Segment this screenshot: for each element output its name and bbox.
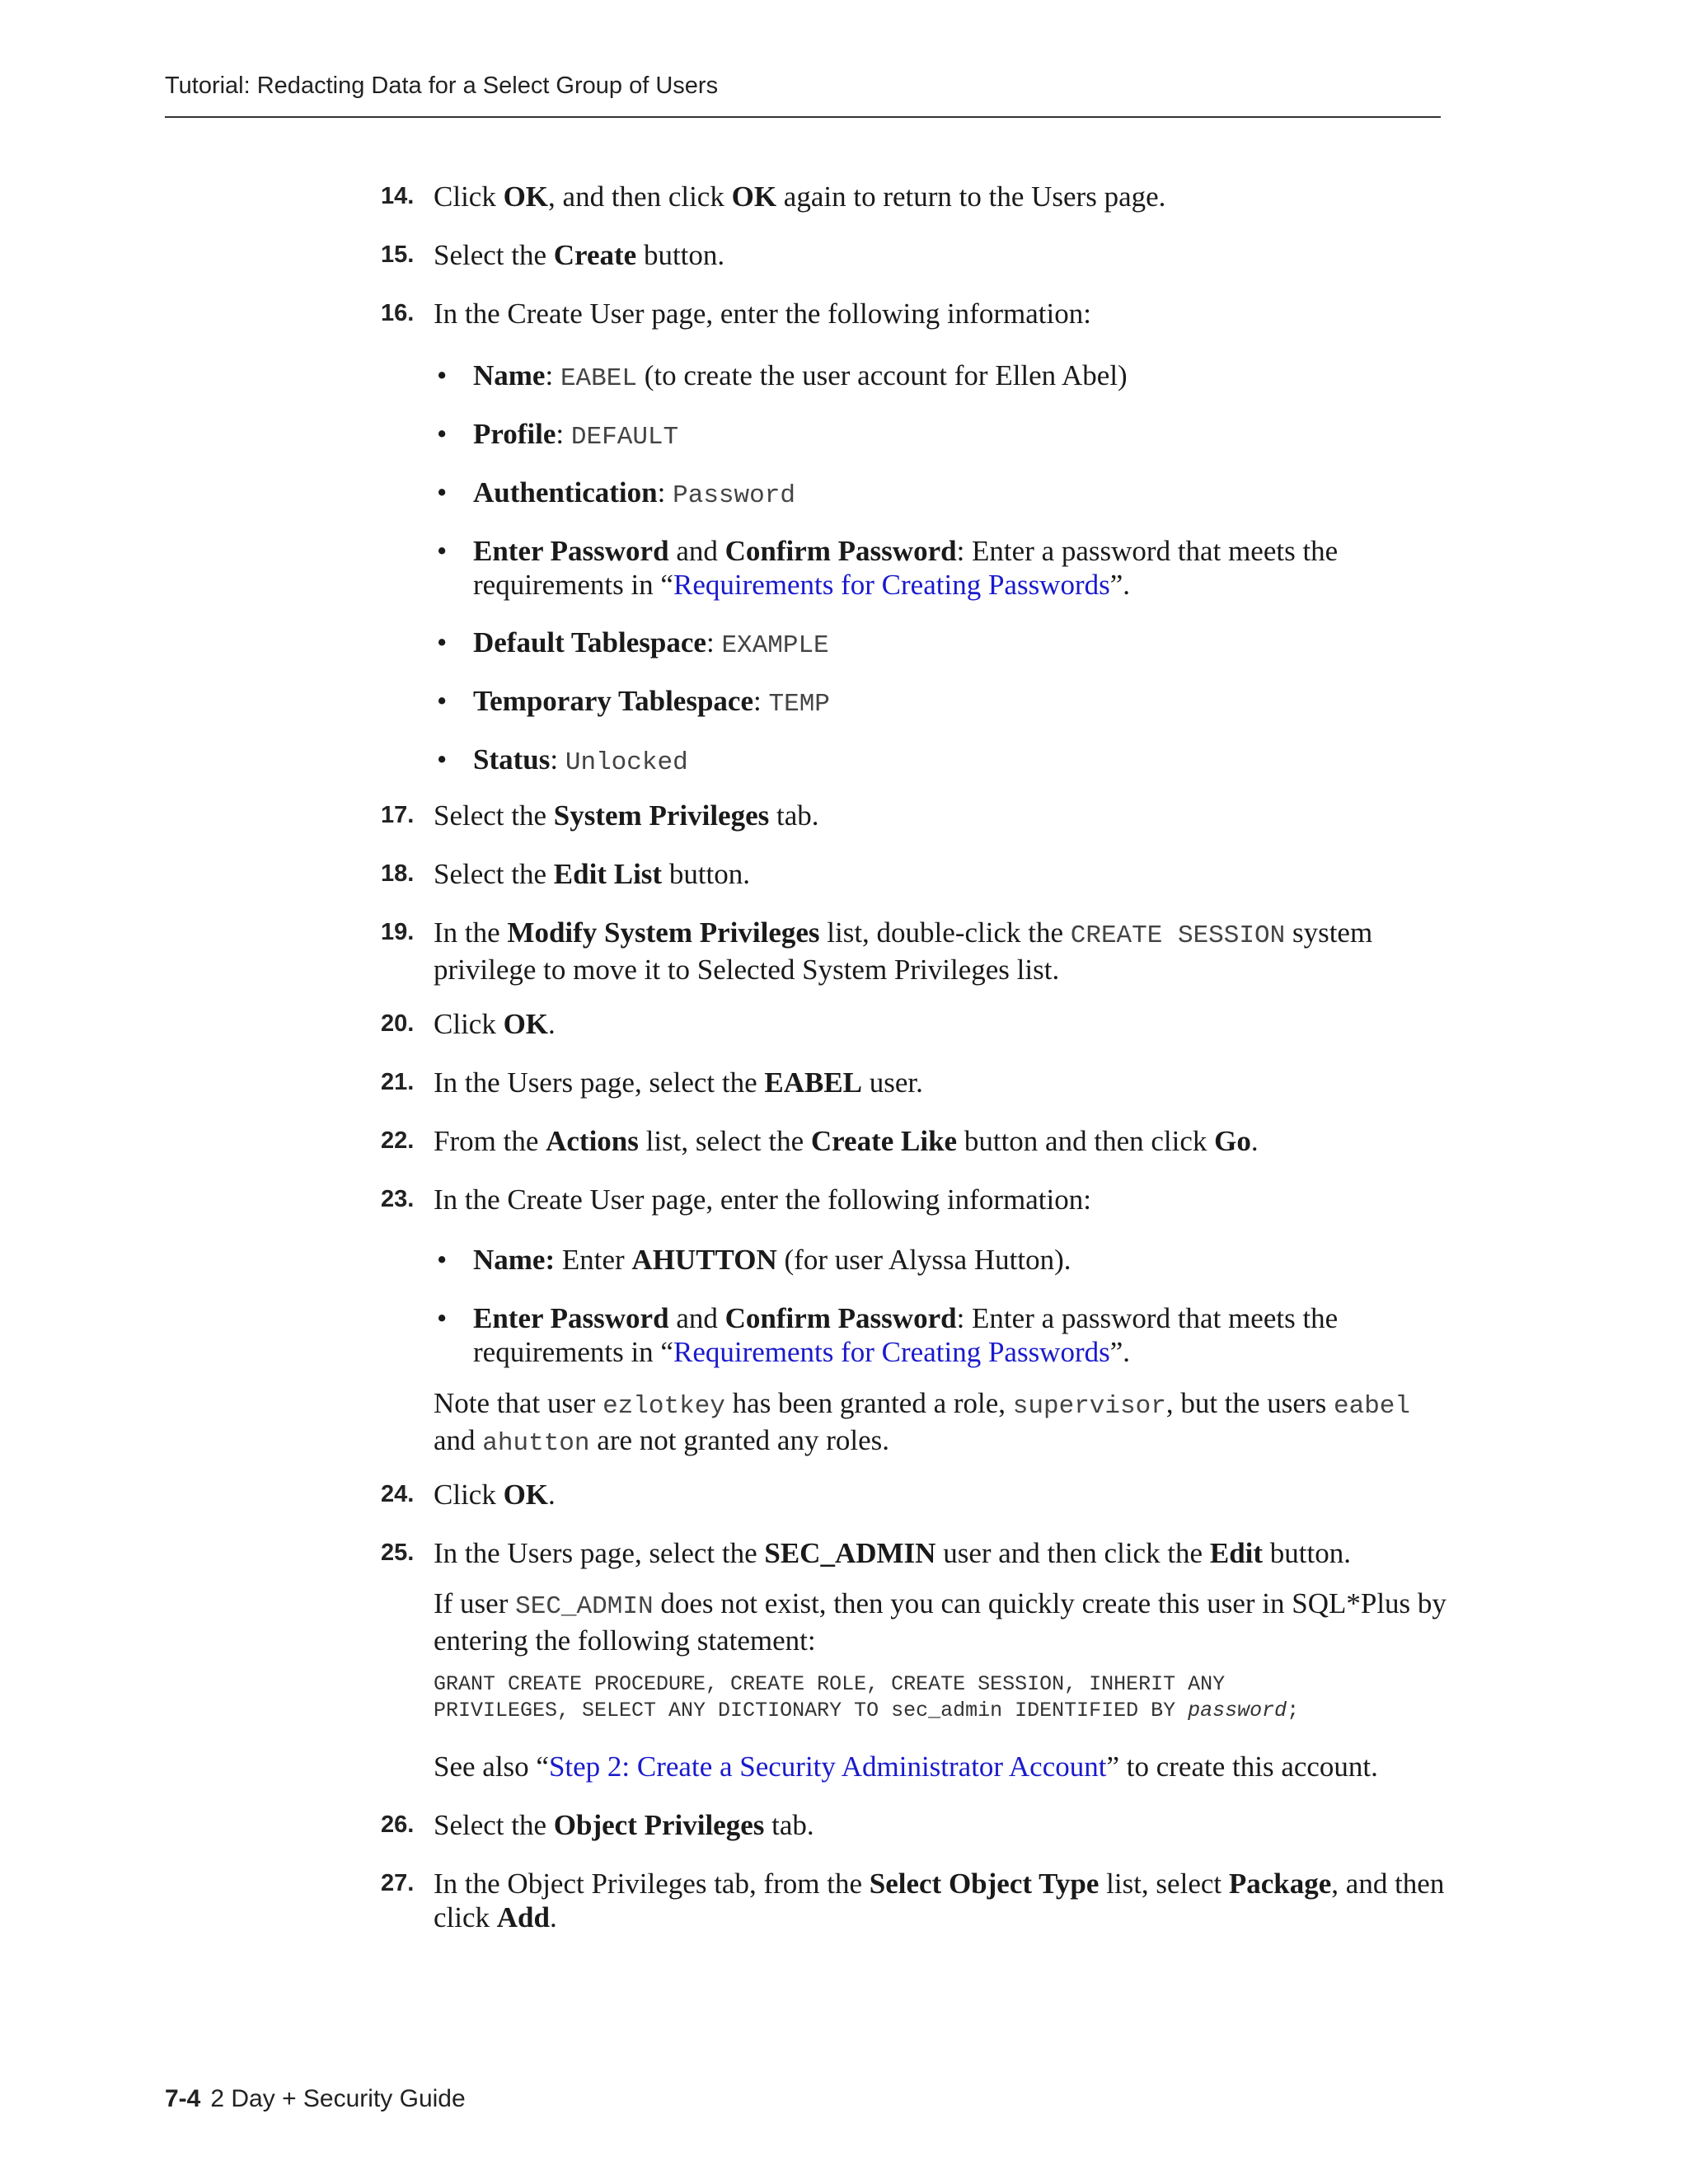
step-text: From the Actions list, select the Create Like button and then click Go.	[434, 1125, 1259, 1157]
step-text: Select the Create button.	[434, 239, 725, 271]
bullet-dot: •	[437, 1302, 448, 1334]
note-paragraph: If user SEC_ADMIN does not exist, then you can quickly create this user in SQL*Plus by entering the following statement:	[434, 1587, 1447, 1657]
code-line: GRANT CREATE PROCEDURE, CREATE ROLE, CREATE SESSION, INHERIT ANY	[434, 1672, 1226, 1696]
step-number: 22.	[381, 1127, 415, 1154]
book-title: 2 Day + Security Guide	[210, 2085, 466, 2112]
step-number: 26.	[381, 1811, 415, 1838]
step-number: 21.	[381, 1069, 415, 1095]
step-text: In the Users page, select the SEC_ADMIN user and then click the Edit button.	[434, 1537, 1351, 1569]
step-text: Select the Edit List button.	[434, 858, 751, 890]
bullet-dot: •	[437, 743, 448, 776]
step-text: In the Modify System Privileges list, double-click the CREATE SESSION system privilege to move it to Selected System Privileges list.	[434, 916, 1373, 986]
bullet-dot: •	[437, 476, 448, 509]
step-number: 18.	[381, 860, 415, 887]
step-text: Click OK.	[434, 1479, 556, 1511]
requirements-link[interactable]: Requirements for Creating Passwords	[673, 569, 1110, 601]
step-number: 20.	[381, 1010, 415, 1037]
step-text: Click OK, and then click OK again to return to the Users page.	[434, 180, 1166, 213]
page-footer	[165, 2085, 466, 2113]
requirements-link[interactable]: Requirements for Creating Passwords	[673, 1336, 1110, 1368]
step-number: 23.	[381, 1186, 415, 1212]
bullet-dot: •	[437, 418, 448, 450]
bullet-dot: •	[437, 626, 448, 658]
step-number: 14.	[381, 183, 415, 209]
bullet-dot: •	[437, 1244, 448, 1276]
bullet-dot: •	[437, 359, 448, 391]
step-text: In the Object Privileges tab, from the Select Object Type list, select Package, and then click Add.	[434, 1868, 1445, 1933]
note-paragraph: Note that user ezlotkey has been granted a role, supervisor, but the users eabel and ahutton are not granted any roles.	[434, 1387, 1410, 1458]
step-number: 15.	[381, 241, 415, 268]
bullet-dot: •	[437, 535, 448, 567]
code-block	[434, 1671, 1456, 1724]
header-rule	[165, 116, 1441, 118]
step-number: 25.	[381, 1540, 415, 1566]
step-text: In the Users page, select the EABEL user.	[434, 1066, 923, 1099]
running-header: Tutorial: Redacting Data for a Select Group of Users	[165, 73, 719, 99]
step-text: In the Create User page, enter the following information:	[434, 298, 1091, 330]
bullet-dot: •	[437, 685, 448, 717]
step-number: 17.	[381, 802, 415, 828]
step-number: 19.	[381, 919, 415, 945]
page-number: 7-4	[165, 2085, 201, 2112]
see-also-paragraph: See also “Step 2: Create a Security Administrator Account” to create this account.	[434, 1750, 1378, 1783]
step2-link[interactable]: Step 2: Create a Security Administrator Account	[548, 1750, 1107, 1783]
step-text: Click OK.	[434, 1008, 556, 1040]
step-number: 27.	[381, 1870, 415, 1896]
step-text: In the Create User page, enter the following information:	[434, 1183, 1091, 1216]
step-text: Select the Object Privileges tab.	[434, 1809, 814, 1841]
step-number: 24.	[381, 1481, 415, 1507]
step-text: Select the System Privileges tab.	[434, 799, 819, 832]
code-line: PRIVILEGES, SELECT ANY DICTIONARY TO sec_admin IDENTIFIED BY password;	[434, 1699, 1300, 1722]
step-number: 16.	[381, 300, 415, 326]
